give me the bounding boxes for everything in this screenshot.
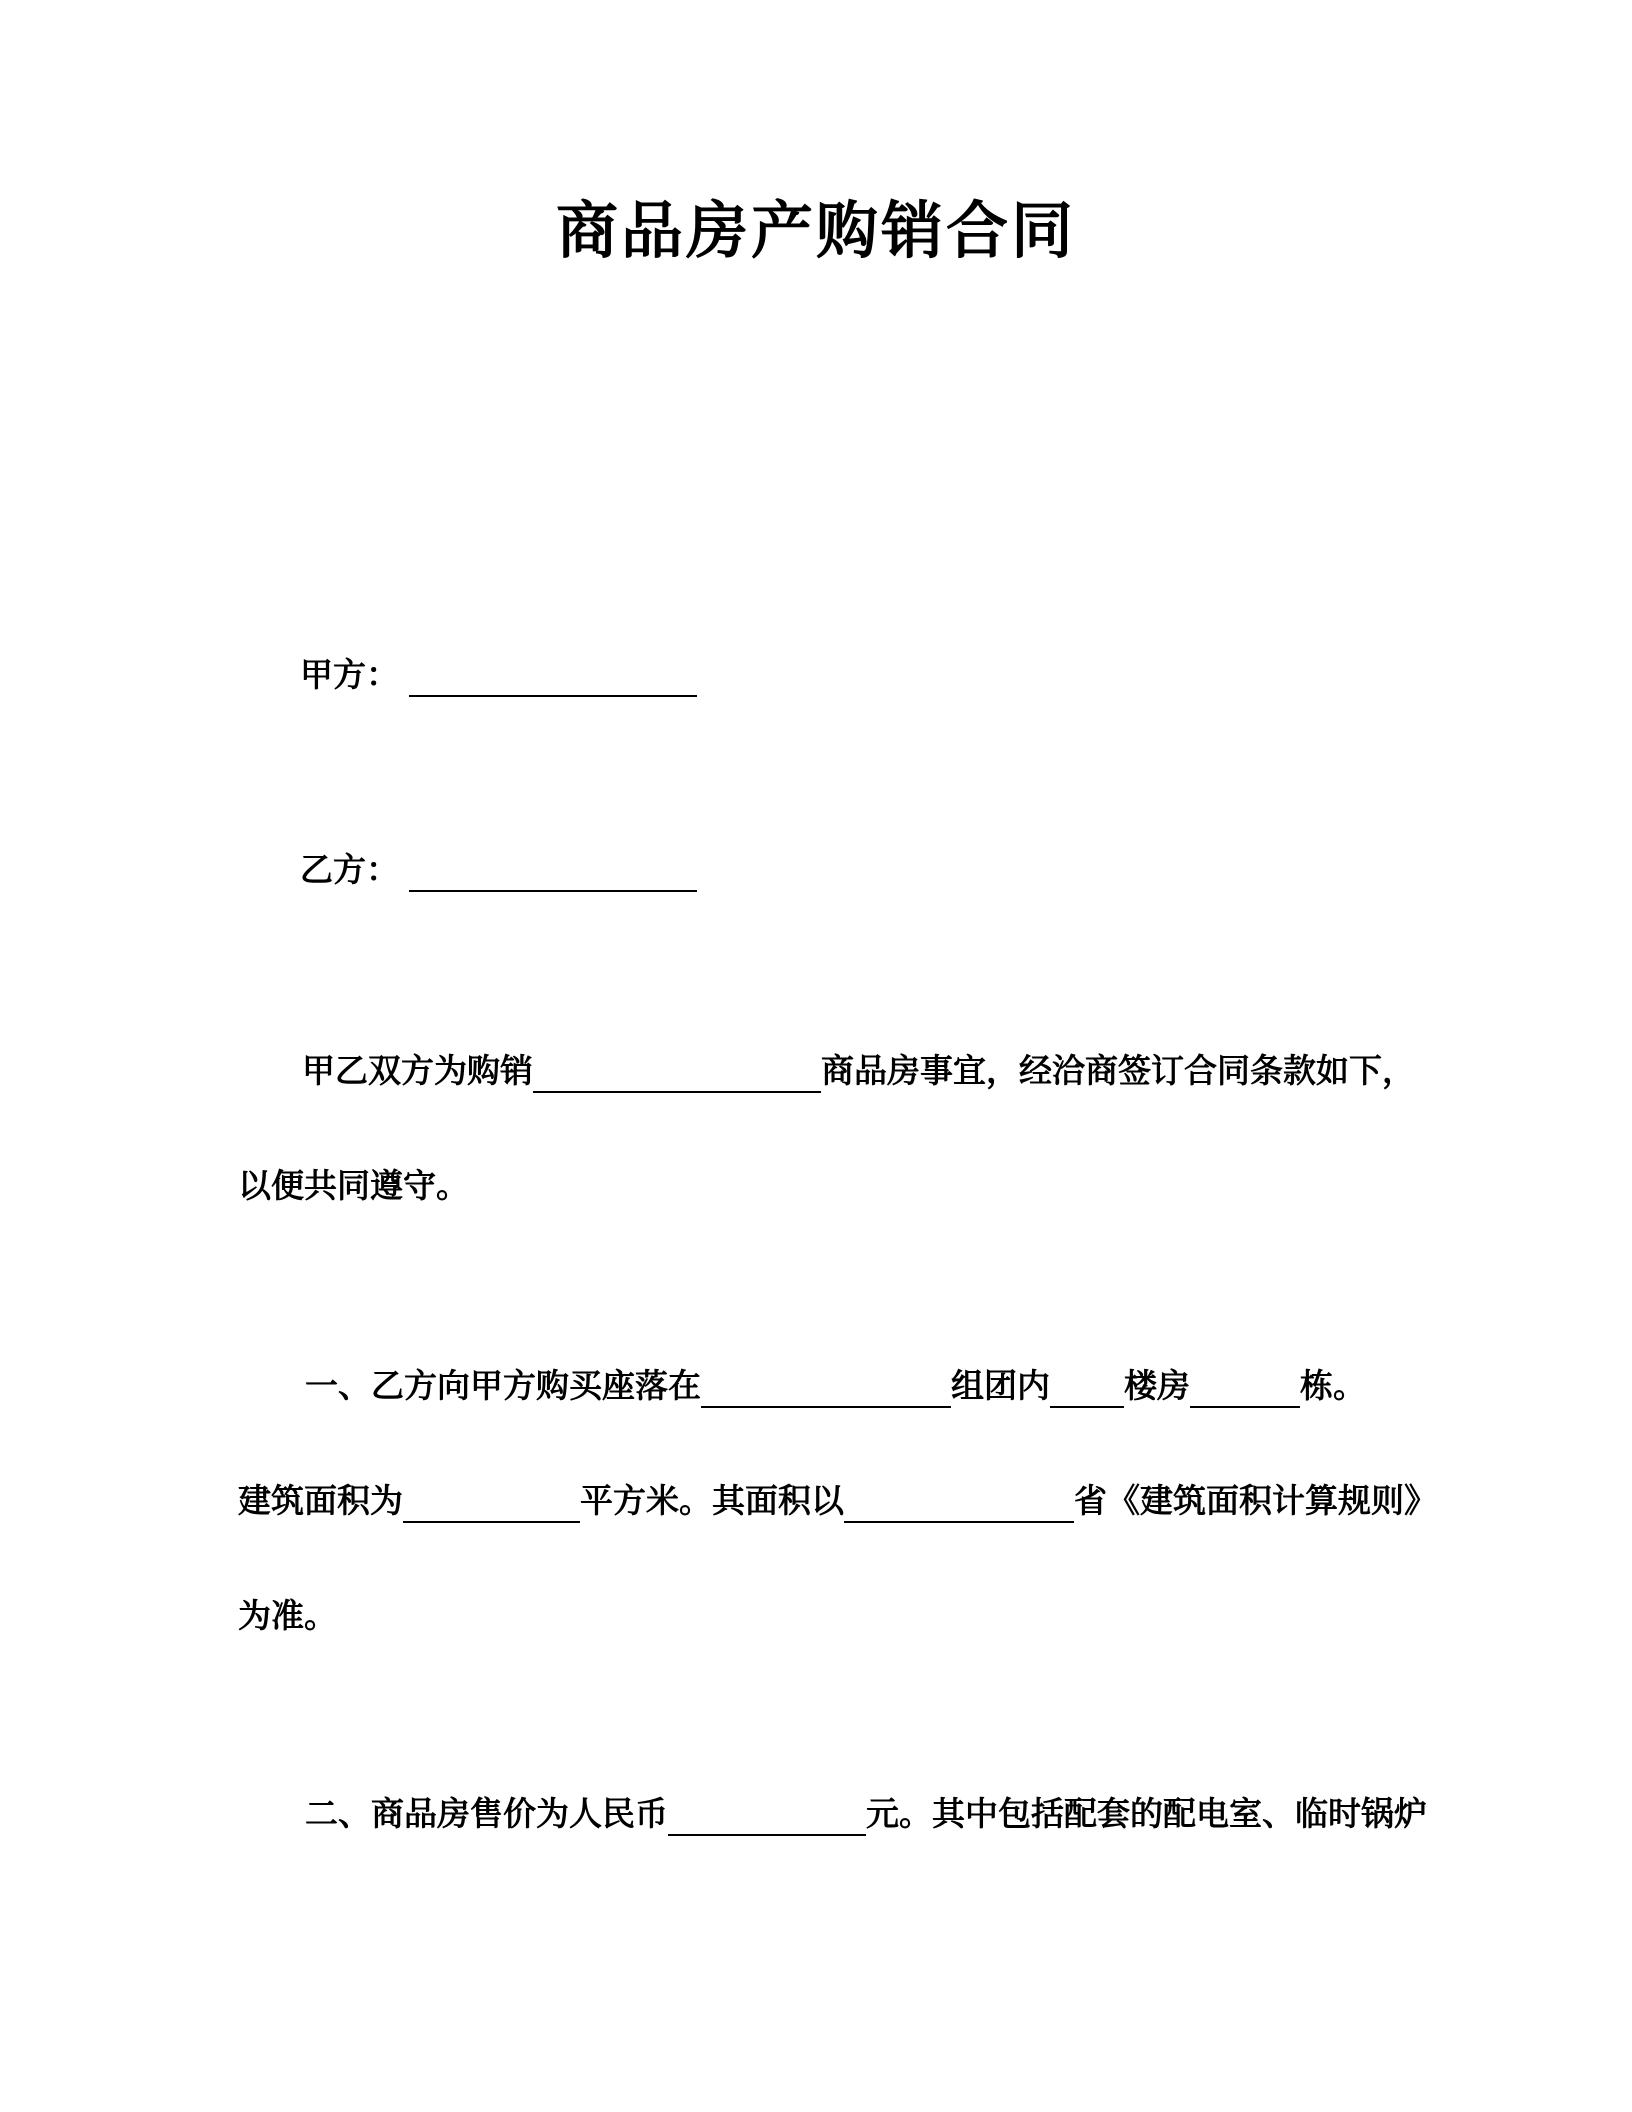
intro-paragraph-line-1	[302, 1048, 1415, 1093]
clause-1-text-3: 楼房	[1124, 1367, 1190, 1404]
clause-1-line-1	[305, 1363, 1366, 1408]
clause-1-text-8: 为准。	[238, 1597, 337, 1634]
clause-1-text-1: 一、乙方向甲方购买座落在	[305, 1367, 701, 1404]
clause-1-text-4: 栋。	[1300, 1367, 1366, 1404]
unit-number-blank-field[interactable]	[1190, 1367, 1300, 1408]
intro-paragraph-line-2	[238, 1163, 469, 1208]
intro-text-3: 以便共同遵守。	[238, 1167, 469, 1204]
party-a-label: 甲方：	[300, 656, 399, 693]
party-b-label: 乙方：	[300, 851, 399, 888]
clause-2-text-1: 二、商品房售价为人民币	[305, 1795, 668, 1832]
clause-1-text-2: 组团内	[951, 1367, 1050, 1404]
party-b-line	[300, 847, 697, 892]
party-a-line	[300, 652, 697, 697]
clause-2-line-1	[305, 1791, 1427, 1836]
location-blank-field[interactable]	[701, 1367, 951, 1408]
building-number-blank-field[interactable]	[1050, 1367, 1124, 1408]
party-a-blank-field[interactable]	[409, 656, 697, 697]
party-b-blank-field[interactable]	[409, 851, 697, 892]
province-blank-field[interactable]	[844, 1482, 1074, 1523]
price-blank-field[interactable]	[668, 1795, 866, 1836]
clause-1-text-7: 省《建筑面积计算规则》	[1074, 1482, 1437, 1519]
clause-1-line-2	[238, 1478, 1437, 1523]
clause-1-text-6: 平方米。其面积以	[580, 1482, 844, 1519]
document-title: 商品房产购销合同	[555, 197, 1076, 266]
clause-1-text-5: 建筑面积为	[238, 1482, 403, 1519]
clause-1-line-3	[238, 1593, 337, 1638]
clause-2-text-2: 元。其中包括配套的配电室、临时锅炉	[866, 1795, 1427, 1832]
intro-text-1: 甲乙双方为购销	[302, 1052, 533, 1089]
floor-area-blank-field[interactable]	[403, 1482, 580, 1523]
project-name-blank-field[interactable]	[533, 1052, 821, 1093]
intro-text-2: 商品房事宜，经洽商签订合同条款如下，	[821, 1052, 1415, 1089]
